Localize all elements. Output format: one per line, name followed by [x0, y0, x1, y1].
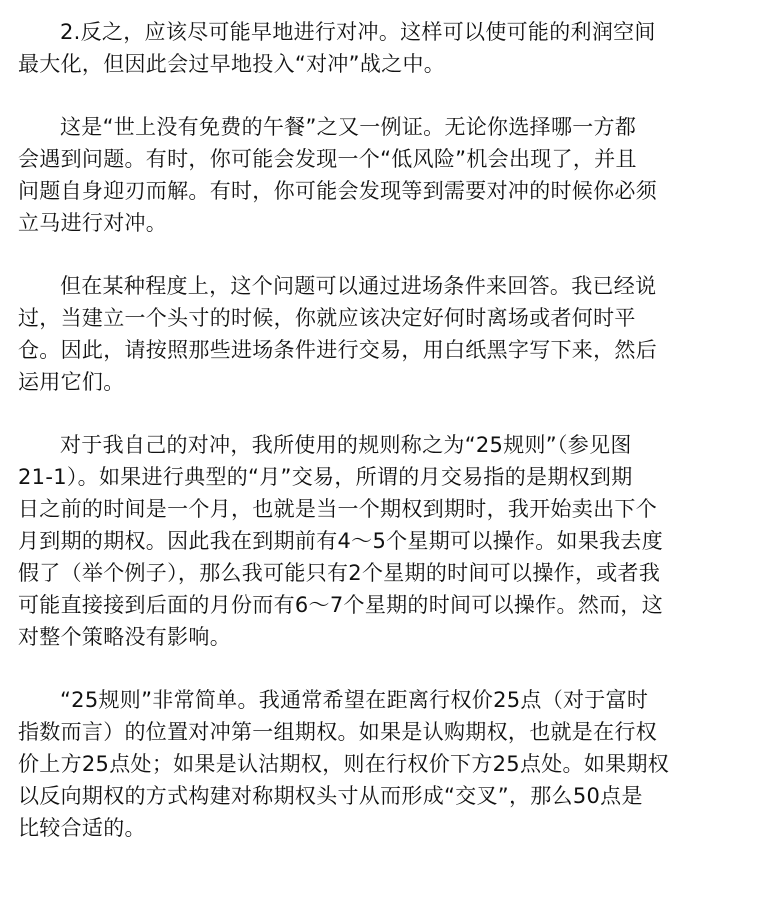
paragraph-1	[18, 16, 748, 80]
text-line: 比较合适的。	[18, 816, 146, 840]
text-line: 过，当建立一个头寸的时候，你就应该决定好何时离场或者何时平	[18, 306, 636, 330]
paragraph-5	[18, 684, 748, 844]
paragraph-4	[18, 429, 748, 653]
text-line: 问题自身迎刃而解。有时，你可能会发现等到需要对冲的时候你必须	[18, 179, 657, 203]
text-line: 立马进行对冲。	[18, 211, 168, 235]
text-line: 日之前的时间是一个月，也就是当一个期权到期时，我开始卖出下个	[18, 497, 657, 521]
text-line: 会遇到问题。有时，你可能会发现一个“低风险”机会出现了，并且	[18, 147, 637, 171]
document-page	[18, 16, 748, 875]
text-line: 最大化，但因此会过早地投入“对冲”战之中。	[18, 52, 446, 76]
paragraph-3	[18, 270, 748, 398]
text-line: 这是“世上没有免费的午餐”之又一例证。无论你选择哪一方都	[60, 115, 637, 139]
text-line: 21-1）。如果进行典型的“月”交易，所谓的月交易指的是期权到期	[18, 465, 633, 489]
text-line: 运用它们。	[18, 370, 125, 394]
text-line: 可能直接接到后面的月份而有6～7个星期的时间可以操作。然而，这	[18, 593, 664, 617]
text-line: 仓。因此，请按照那些进场条件进行交易，用白纸黑字写下来，然后	[18, 338, 657, 362]
text-line: 价上方25点处；如果是认沽期权，则在行权价下方25点处。如果期权	[18, 752, 670, 776]
text-line: 2.反之，应该尽可能早地进行对冲。这样可以使可能的利润空间	[60, 20, 656, 44]
paragraph-2	[18, 111, 748, 239]
text-line: “25规则”非常简单。我通常希望在距离行权价25点（对于富时	[60, 688, 649, 712]
text-line: 假了（举个例子），那么我可能只有2个星期的时间可以操作，或者我	[18, 561, 661, 585]
text-line: 指数而言）的位置对冲第一组期权。如果是认购期权，也就是在行权	[18, 720, 657, 744]
text-line: 以反向期权的方式构建对称期权头寸从而形成“交叉”，那么50点是	[18, 784, 643, 808]
text-line: 对于我自己的对冲，我所使用的规则称之为“25规则”（参见图	[60, 433, 632, 457]
text-line: 对整个策略没有影响。	[18, 625, 231, 649]
text-line: 月到期的期权。因此我在到期前有4～5个星期可以操作。如果我去度	[18, 529, 664, 553]
text-line: 但在某种程度上，这个问题可以通过进场条件来回答。我已经说	[60, 274, 657, 298]
